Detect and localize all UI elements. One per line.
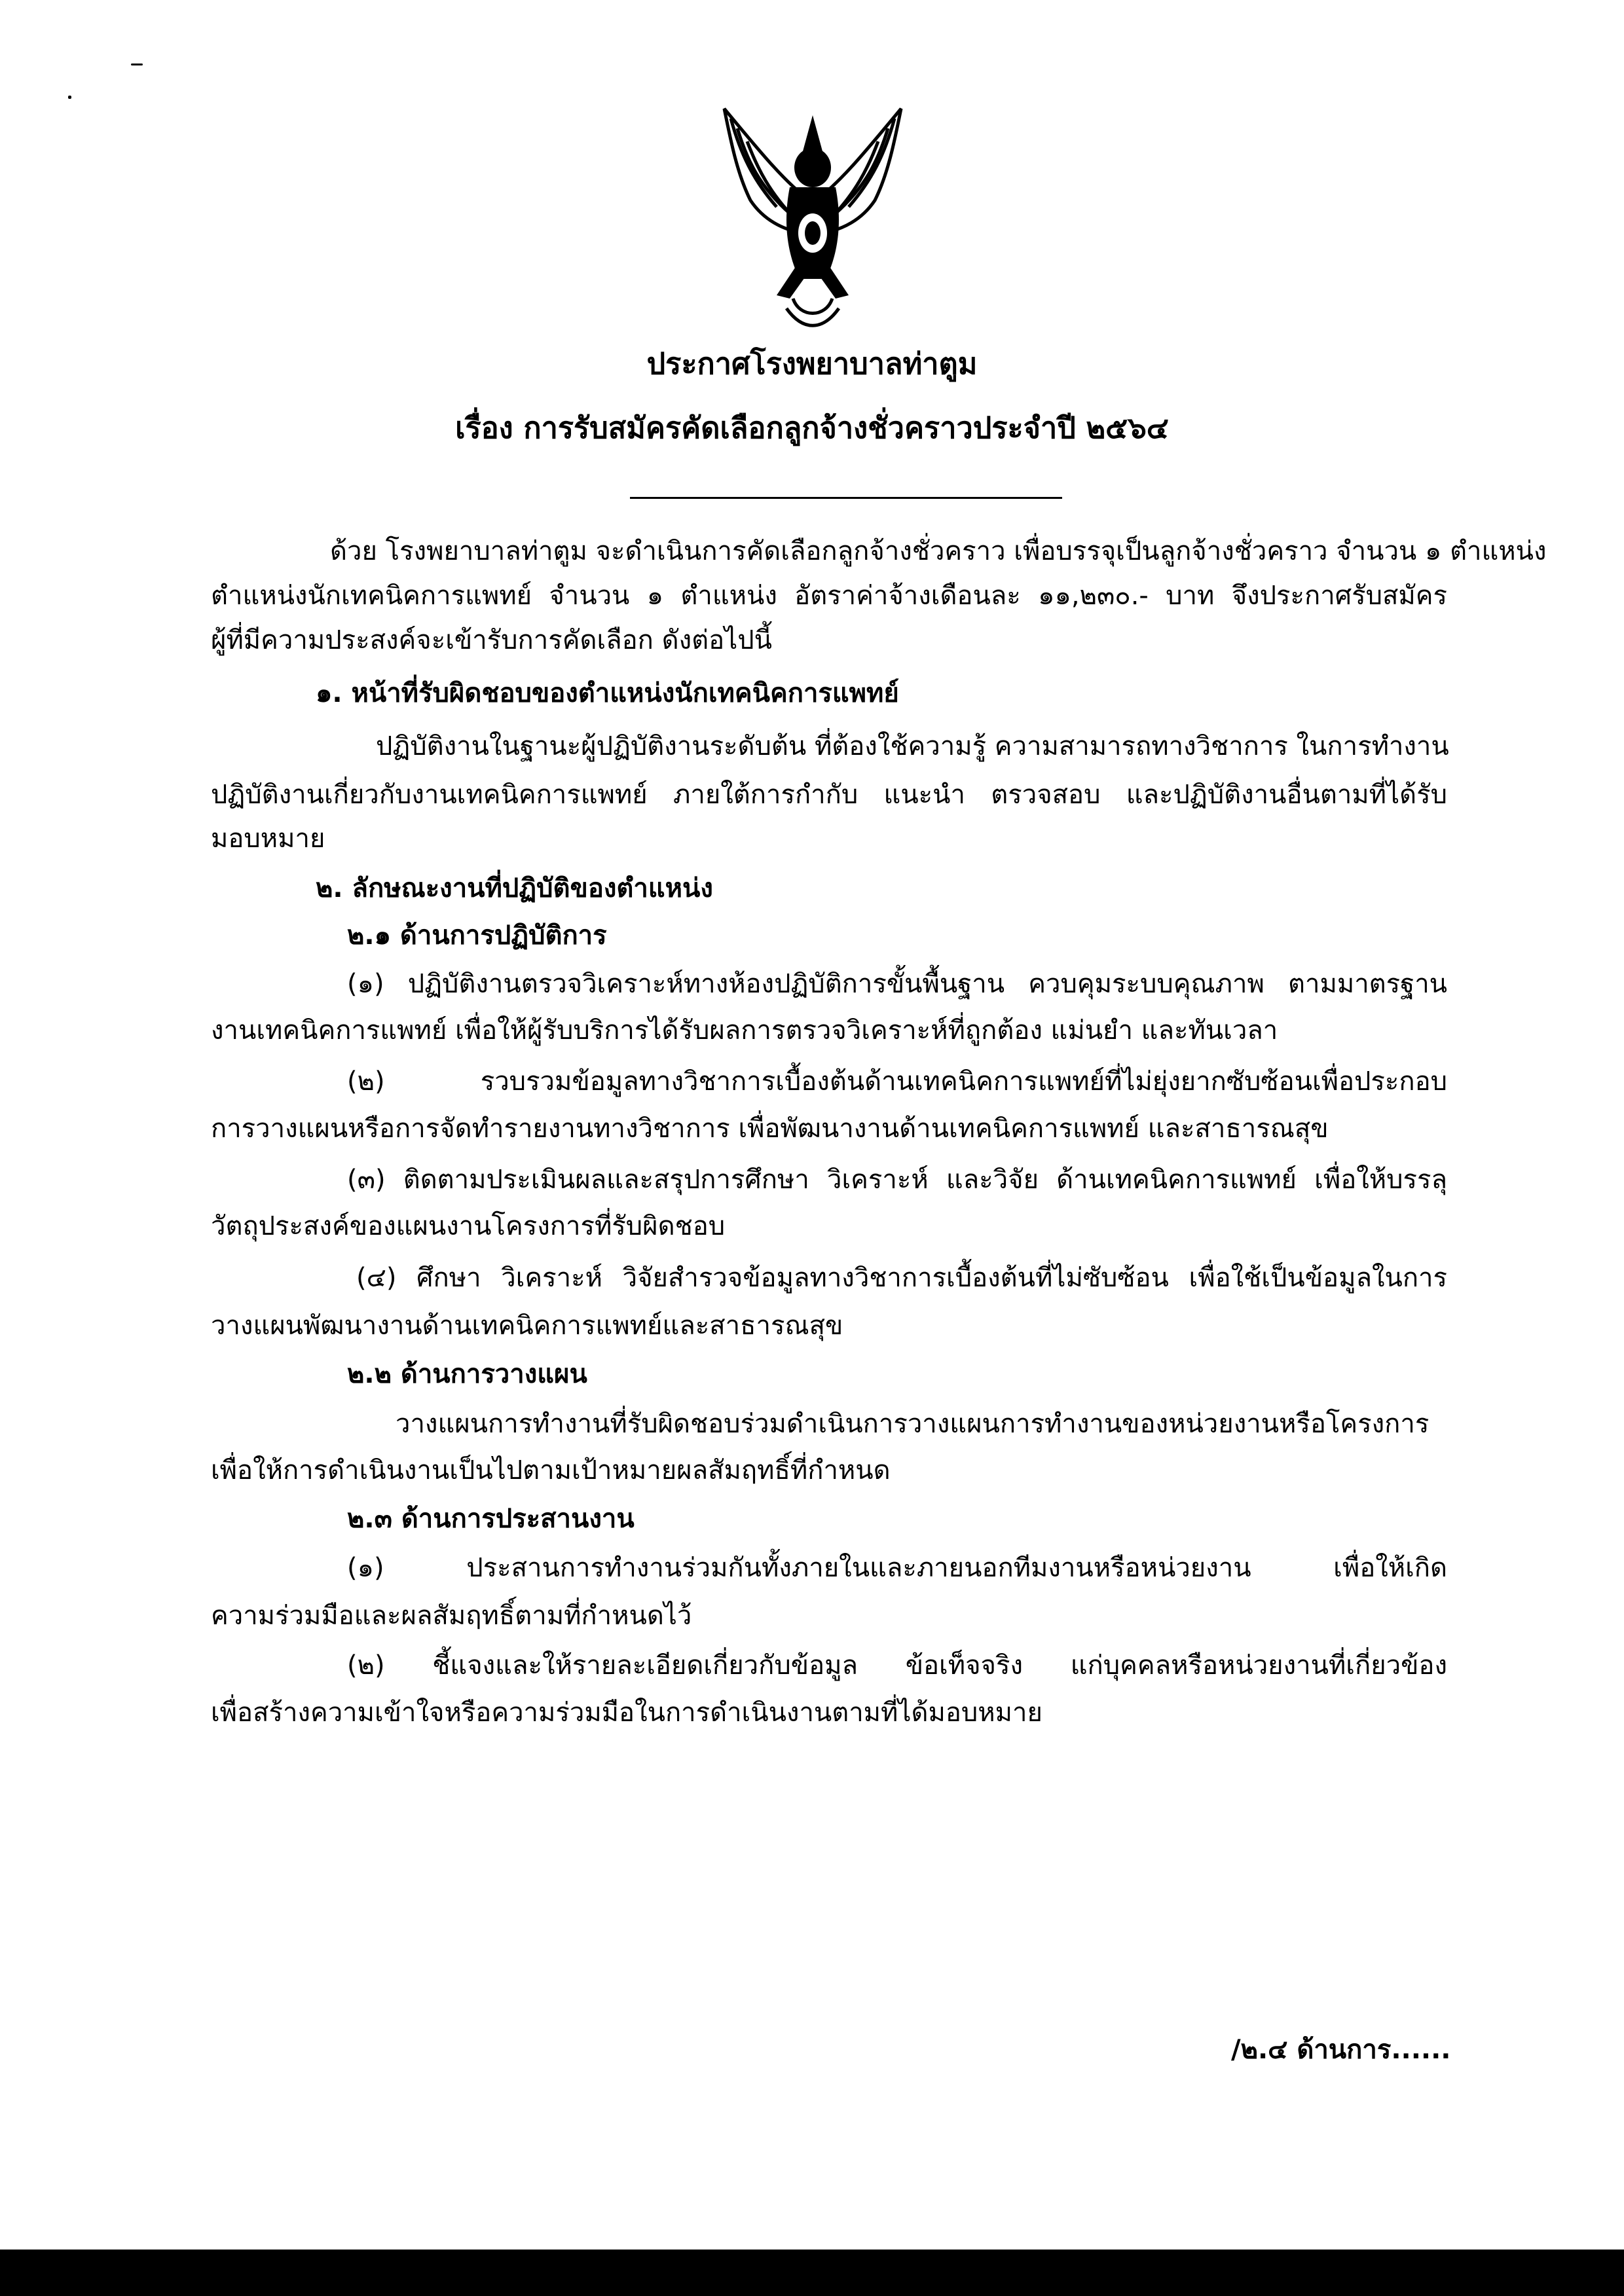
subsection-2-1-heading: ๒.๑ ด้านการปฏิบัติการ (347, 920, 607, 951)
subsection-2-3-heading: ๒.๓ ด้านการประสานงาน (347, 1504, 635, 1534)
body-line: ปฏิบัติงานเกี่ยวกับงานเทคนิคการแพทย์ ภายใต้การกำกับ แนะนำ ตรวจสอบ และปฏิบัติงานอื่นตามที่ได้รับ (211, 780, 1447, 810)
body-line: (๑) ประสานการทำงานร่วมกันทั้งภายในและภายนอกทีมงานหรือหน่วยงาน เพื่อให้เกิด (347, 1553, 1447, 1583)
body-line: (๔) ศึกษา วิเคราะห์ วิจัยสำรวจข้อมูลทางวิชาการเบื้องต้นที่ไม่ซับซ้อน เพื่อใช้เป็นข้อมูลในการ (356, 1263, 1447, 1293)
section-1-heading: ๑. หน้าที่รับผิดชอบของตำแหน่งนักเทคนิคการแพทย์ (316, 678, 899, 708)
body-line: (๒) รวบรวมข้อมูลทางวิชาการเบื้องต้นด้านเทคนิคการแพทย์ที่ไม่ยุ่งยากซับซ้อนเพื่อประกอบ (347, 1066, 1447, 1097)
body-line: เพื่อสร้างความเข้าใจหรือความร่วมมือในการดำเนินงานตามที่ได้มอบหมาย (211, 1698, 1043, 1728)
page-continuation: /๒.๔ ด้านการ...... (1231, 2035, 1451, 2065)
intro-line: ตำแหน่งนักเทคนิคการแพทย์ จำนวน ๑ ตำแหน่ง อัตราค่าจ้างเดือนละ ๑๑,๒๓๐.- บาท จึงประกาศรับสมัคร (211, 581, 1447, 611)
body-line: (๓) ติดตามประเมินผลและสรุปการศึกษา วิเคราะห์ และวิจัย ด้านเทคนิคการแพทย์ เพื่อให้บรรลุ (347, 1165, 1447, 1195)
body-line: (๒) ชี้แจงและให้รายละเอียดเกี่ยวกับข้อมูล ข้อเท็จจริง แก่บุคคลหรือหน่วยงานที่เกี่ยวข้อง (347, 1650, 1447, 1681)
title-divider (630, 497, 1062, 499)
body-line: วัตถุประสงค์ของแผนงานโครงการที่รับผิดชอบ (211, 1211, 726, 1241)
subsection-2-2-heading: ๒.๒ ด้านการวางแผน (347, 1359, 587, 1389)
body-line: การวางแผนหรือการจัดทำรายงานทางวิชาการ เพื่อพัฒนางานด้านเทคนิคการแพทย์ และสาธารณสุข (211, 1114, 1329, 1144)
body-line: ความร่วมมือและผลสัมฤทธิ์ตามที่กำหนดไว้ (211, 1601, 692, 1631)
scan-speck (68, 96, 71, 99)
scan-bottom-border (0, 2250, 1624, 2296)
garuda-emblem-icon (711, 102, 914, 338)
body-line: งานเทคนิคการแพทย์ เพื่อให้ผู้รับบริการได้รับผลการตรวจวิเคราะห์ที่ถูกต้อง แม่นยำ และทันเวลา (211, 1015, 1278, 1046)
body-line: ปฏิบัติงานในฐานะผู้ปฏิบัติงานระดับต้น ที่ต้องใช้ความรู้ ความสามารถทางวิชาการ ในการทำงาน (376, 731, 1449, 761)
scan-speck (131, 64, 143, 65)
body-line: เพื่อให้การดำเนินงานเป็นไปตามเป้าหมายผลสัมฤทธิ์ที่กำหนด (211, 1455, 891, 1485)
intro-line: ผู้ที่มีความประสงค์จะเข้ารับการคัดเลือก ดังต่อไปนี้ (211, 625, 772, 655)
body-line: (๑) ปฏิบัติงานตรวจวิเคราะห์ทางห้องปฏิบัติการขั้นพื้นฐาน ควบคุมระบบคุณภาพ ตามมาตรฐาน (347, 969, 1447, 999)
body-line: วางแผนพัฒนางานด้านเทคนิคการแพทย์และสาธารณสุข (211, 1311, 843, 1341)
intro-line: ด้วย โรงพยาบาลท่าตูม จะดำเนินการคัดเลือกลูกจ้างชั่วคราว เพื่อบรรจุเป็นลูกจ้างชั่วคราว จำนวน ๑ ตำแหน่ง (330, 536, 1547, 566)
section-2-heading: ๒. ลักษณะงานที่ปฏิบัติของตำแหน่ง (316, 873, 713, 903)
document-title: ประกาศโรงพยาบาลท่าตูม (646, 346, 978, 381)
body-line: วางแผนการทำงานที่รับผิดชอบร่วมดำเนินการวางแผนการทำงานของหน่วยงานหรือโครงการ (396, 1409, 1430, 1439)
document-subject: เรื่อง การรับสมัครคัดเลือกลูกจ้างชั่วคราวประจำปี ๒๕๖๔ (455, 410, 1169, 445)
body-line: มอบหมาย (211, 824, 325, 854)
